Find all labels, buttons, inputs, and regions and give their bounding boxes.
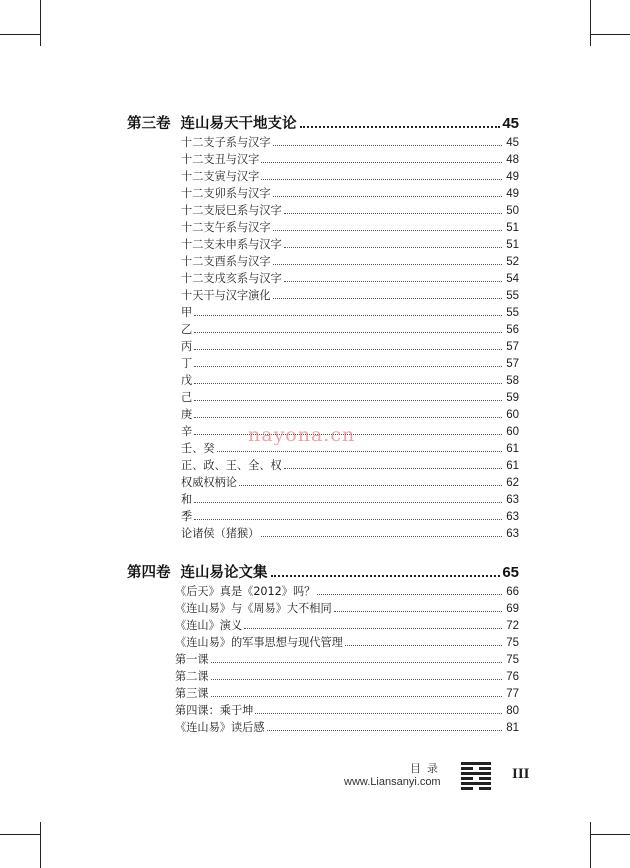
toc-entry[interactable] [181, 134, 519, 151]
toc-entry[interactable] [181, 491, 519, 508]
page-number: 66 [506, 586, 519, 598]
toc-entry[interactable] [181, 525, 519, 542]
entry-title: 权威权柄论 [181, 476, 237, 489]
dot-leader [255, 713, 502, 714]
entry-title: 十二支卯系与汉字 [181, 187, 271, 200]
page-number: 69 [506, 603, 519, 615]
toc-entry[interactable] [175, 685, 519, 702]
page-number: 61 [506, 443, 519, 455]
watermark: nayona.cn [248, 424, 356, 446]
page-number: 61 [506, 460, 519, 472]
page-number: 57 [506, 358, 519, 370]
entry-title: 庚 [181, 408, 193, 421]
dot-leader [267, 730, 502, 731]
dot-leader [239, 485, 502, 486]
section-title: 连山易天干地支论 [180, 116, 297, 132]
toc-entry[interactable] [181, 236, 519, 253]
toc-entry[interactable] [181, 338, 519, 355]
crop-mark [590, 34, 630, 35]
page-number: 45 [506, 137, 519, 149]
dot-leader [211, 679, 502, 680]
dot-leader [261, 179, 502, 180]
dot-leader [194, 349, 502, 350]
dot-leader [194, 519, 502, 520]
crop-mark [590, 0, 591, 46]
dot-leader [261, 536, 502, 537]
dot-leader [194, 332, 502, 333]
page-number: 81 [506, 722, 519, 734]
entry-title: 丙 [181, 340, 193, 353]
entry-title: 十二支午系与汉字 [181, 221, 271, 234]
toc-entry[interactable] [181, 474, 519, 491]
entry-title: 和 [181, 493, 193, 506]
entry-title: 丁 [181, 357, 193, 370]
page-number: 55 [506, 290, 519, 302]
dot-leader [273, 145, 502, 146]
page-number: 60 [506, 426, 519, 438]
toc-entry[interactable] [175, 668, 519, 685]
entry-title: 《连山易》与《周易》大不相同 [175, 602, 332, 615]
section-title: 连山易论文集 [180, 565, 268, 581]
toc-entry[interactable] [181, 372, 519, 389]
toc-entry[interactable] [181, 406, 519, 423]
page-number: 77 [506, 688, 519, 700]
dot-leader [334, 611, 502, 612]
dot-leader [211, 662, 502, 663]
toc-entry[interactable] [181, 253, 519, 270]
page-number: 50 [506, 205, 519, 217]
footer-url[interactable]: www.Liansanyi.com [344, 776, 441, 788]
entry-title: 壬、癸 [181, 442, 215, 455]
section-heading[interactable] [127, 561, 519, 583]
toc-entry[interactable] [181, 321, 519, 338]
toc-entry[interactable] [181, 287, 519, 304]
entry-title: 《连山》演义 [175, 619, 243, 632]
dot-leader [211, 696, 502, 697]
entry-title: 己 [181, 391, 193, 404]
dot-leader [284, 247, 502, 248]
crop-mark [0, 834, 40, 835]
toc-entry[interactable] [181, 304, 519, 321]
entry-title: 十二支辰巳系与汉字 [181, 204, 282, 217]
page-number: 57 [506, 341, 519, 353]
entry-title: 十二支子系与汉字 [181, 136, 271, 149]
page-number: 52 [506, 256, 519, 268]
dot-leader [217, 451, 502, 452]
entry-title: 十二支丑与汉字 [181, 153, 260, 166]
volume-label: 第三卷 [127, 116, 171, 132]
toc-entry[interactable] [175, 634, 519, 651]
page-number: 49 [506, 171, 519, 183]
page-number: 54 [506, 273, 519, 285]
toc-entry[interactable] [181, 389, 519, 406]
page-number: 75 [506, 637, 519, 649]
entry-title: 十二支酉系与汉字 [181, 255, 271, 268]
page-number: 76 [506, 671, 519, 683]
entry-title: 论诸侯（猪猴） [181, 527, 260, 540]
dot-leader [273, 196, 502, 197]
footer-title: 目录 [410, 762, 444, 775]
toc-entry[interactable] [175, 651, 519, 668]
dot-leader [273, 298, 502, 299]
hexagram-icon [461, 762, 491, 792]
dot-leader [271, 575, 501, 577]
dot-leader [244, 628, 502, 629]
page-number: 63 [506, 528, 519, 540]
crop-mark [40, 822, 41, 868]
entry-title: 辛 [181, 425, 193, 438]
dot-leader [194, 315, 502, 316]
toc-entry[interactable] [181, 457, 519, 474]
entry-title: 正、政、王、全、权 [181, 459, 282, 472]
page-number: 48 [506, 154, 519, 166]
page-number: 45 [502, 115, 519, 132]
page-number: 75 [506, 654, 519, 666]
entry-title: 季 [181, 510, 193, 523]
entry-title: 《连山易》读后感 [175, 721, 265, 734]
toc-section-3 [127, 112, 519, 542]
toc-entry[interactable] [181, 151, 519, 168]
crop-mark [590, 822, 591, 868]
page-number: 63 [506, 494, 519, 506]
page-roman-numeral: III [512, 766, 530, 782]
crop-mark [40, 0, 41, 46]
entry-list [175, 583, 519, 736]
dot-leader [194, 400, 502, 401]
dot-leader [284, 213, 502, 214]
section-heading[interactable] [127, 112, 519, 134]
entry-title: 戊 [181, 374, 193, 387]
entry-title: 甲 [181, 306, 193, 319]
dot-leader [194, 502, 502, 503]
page-number: 60 [506, 409, 519, 421]
toc-entry[interactable] [181, 185, 519, 202]
toc-entry[interactable] [175, 583, 519, 600]
entry-title: 十二支戌亥系与汉字 [181, 272, 282, 285]
entry-list [181, 134, 519, 542]
dot-leader [194, 383, 502, 384]
page-number: 56 [506, 324, 519, 336]
crop-mark [0, 34, 40, 35]
page-number: 72 [506, 620, 519, 632]
toc-entry[interactable] [181, 202, 519, 219]
entry-title: 十二支未申系与汉字 [181, 238, 282, 251]
entry-title: 十二支寅与汉字 [181, 170, 260, 183]
toc-entry[interactable] [175, 719, 519, 736]
dot-leader [261, 162, 502, 163]
page-number: 65 [502, 564, 519, 581]
page-number: 49 [506, 188, 519, 200]
entry-title: 《后天》真是《2012》吗？ [175, 585, 316, 598]
dot-leader [300, 126, 501, 128]
toc-entry[interactable] [181, 355, 519, 372]
dot-leader [194, 417, 502, 418]
dot-leader [273, 230, 502, 231]
page-number: 55 [506, 307, 519, 319]
entry-title: 乙 [181, 323, 193, 336]
toc-entry[interactable] [175, 600, 519, 617]
dot-leader [194, 366, 502, 367]
dot-leader [317, 594, 502, 595]
entry-title: 第三课 [175, 687, 209, 700]
entry-title: 第四课：乘于坤 [175, 704, 254, 717]
toc-entry[interactable] [175, 617, 519, 634]
toc-entry[interactable] [175, 702, 519, 719]
dot-leader [284, 468, 502, 469]
page-number: 58 [506, 375, 519, 387]
toc-entry[interactable] [181, 219, 519, 236]
dot-leader [273, 264, 502, 265]
toc-entry[interactable] [181, 168, 519, 185]
toc-section-4 [127, 561, 519, 736]
volume-label: 第四卷 [127, 565, 171, 581]
entry-title: 十天干与汉字演化 [181, 289, 271, 302]
page-number: 51 [506, 222, 519, 234]
entry-title: 第一课 [175, 653, 209, 666]
entry-title: 第二课 [175, 670, 209, 683]
toc-entry[interactable] [181, 270, 519, 287]
toc-entry[interactable] [181, 508, 519, 525]
page-number: 80 [506, 705, 519, 717]
page-number: 59 [506, 392, 519, 404]
page-number: 51 [506, 239, 519, 251]
dot-leader [345, 645, 502, 646]
entry-title: 《连山易》的军事思想与现代管理 [175, 636, 343, 649]
page-number: 63 [506, 511, 519, 523]
crop-mark [590, 834, 630, 835]
page-number: 62 [506, 477, 519, 489]
dot-leader [284, 281, 502, 282]
